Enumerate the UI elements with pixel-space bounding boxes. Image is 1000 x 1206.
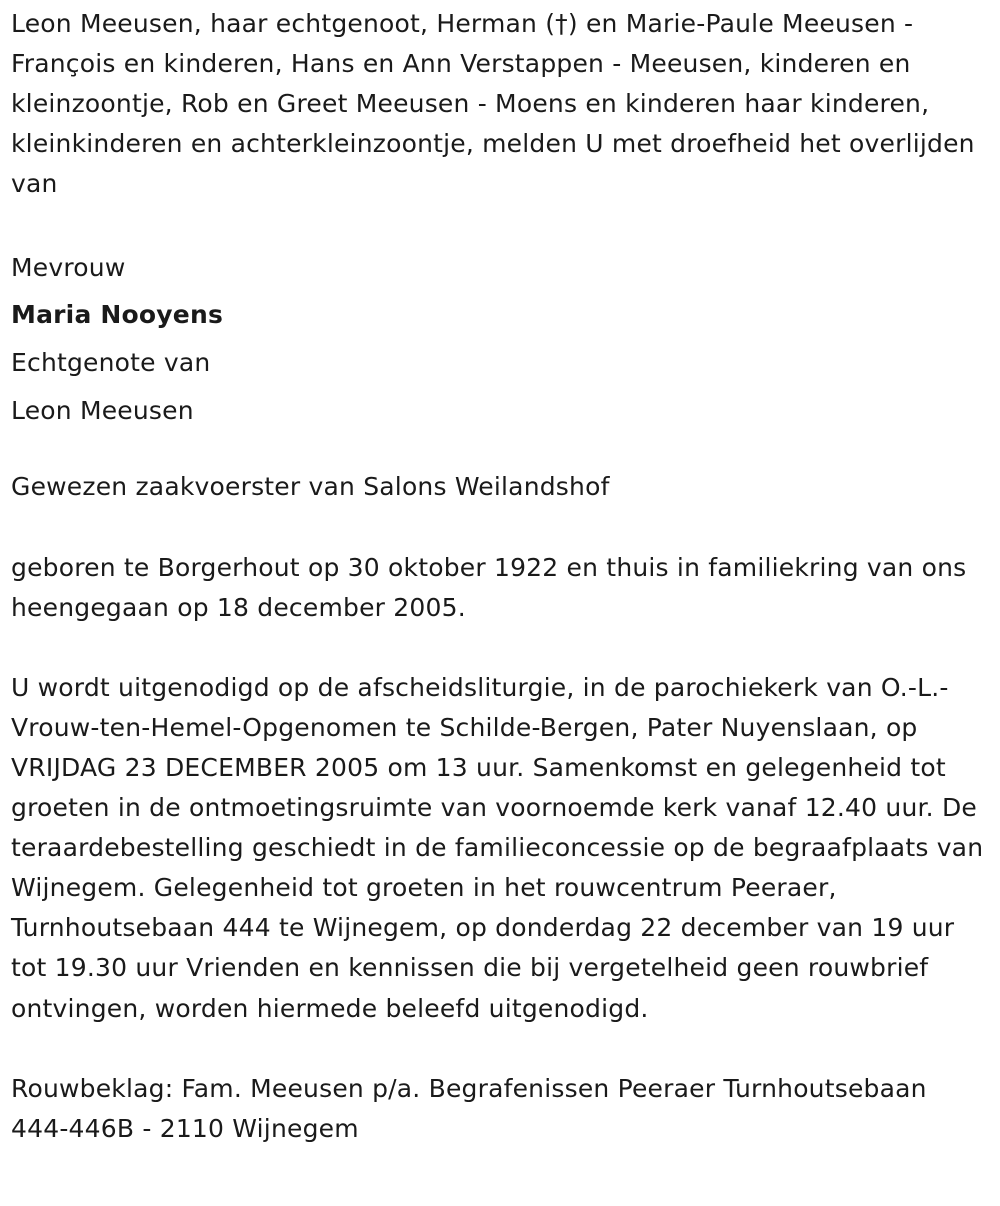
occupation-line: Gewezen zaakvoerster van Salons Weilandshof — [11, 472, 610, 502]
condolence-paragraph: Rouwbeklag: Fam. Meeusen p/a. Begrafenissen Peeraer Turnhoutsebaan 444-446B - 2110 Wijnegem — [11, 1073, 927, 1143]
spacer — [11, 508, 991, 548]
ceremony-paragraph: U wordt uitgenodigd op de afscheidsliturgie, in de parochiekerk van O.-L.-Vrouw-ten-Hemel-Opgenomen te Schilde-Bergen, Pater Nuyenslaan, op VRIJDAG 23 DECEMBER 2005 om 13 uur. Samenkomst en gelegenheid tot groeten in de ontmoetingsruimte van voornoemde kerk vanaf 12.40 uur. De teraardebestelling geschiedt in de familieconcessie op de begraafplaats van Wijnegem. Gelegenheid tot groeten in het rouwcentrum Peeraer, Turnhoutsebaan 444 te Wijnegem, op donderdag 22 december van 19 uur tot 19.30 uur Vrienden en kennissen die bij vergetelheid geen rouwbrief ontvingen, worden hiermede beleefd uitgenodigd. — [11, 672, 984, 1023]
spouse-label: Echtgenote van — [11, 348, 211, 378]
obituary-notice — [11, 4, 991, 1149]
intro-paragraph: Leon Meeusen, haar echtgenoot, Herman (†) en Marie-Paule Meeusen - François en kinderen, Hans en Ann Verstappen - Meeusen, kinderen en kleinzoontje, Rob en Greet Meeusen - Moens en kinderen haar kinderen, kleinkinderen en achterkleinzoontje, melden U met droefheid het overlijden van — [11, 9, 975, 199]
honorific: Mevrouw — [11, 253, 126, 283]
spacer — [11, 435, 991, 467]
spouse-name: Leon Meeusen — [11, 396, 194, 426]
birth-death-paragraph: geboren te Borgerhout op 30 oktober 1922 en thuis in familiekring van ons heengegaan op 18 december 2005. — [11, 552, 967, 622]
spacer — [11, 1029, 991, 1069]
spacer — [11, 204, 991, 244]
spacer — [11, 628, 991, 668]
deceased-name: Maria Nooyens — [11, 300, 224, 330]
